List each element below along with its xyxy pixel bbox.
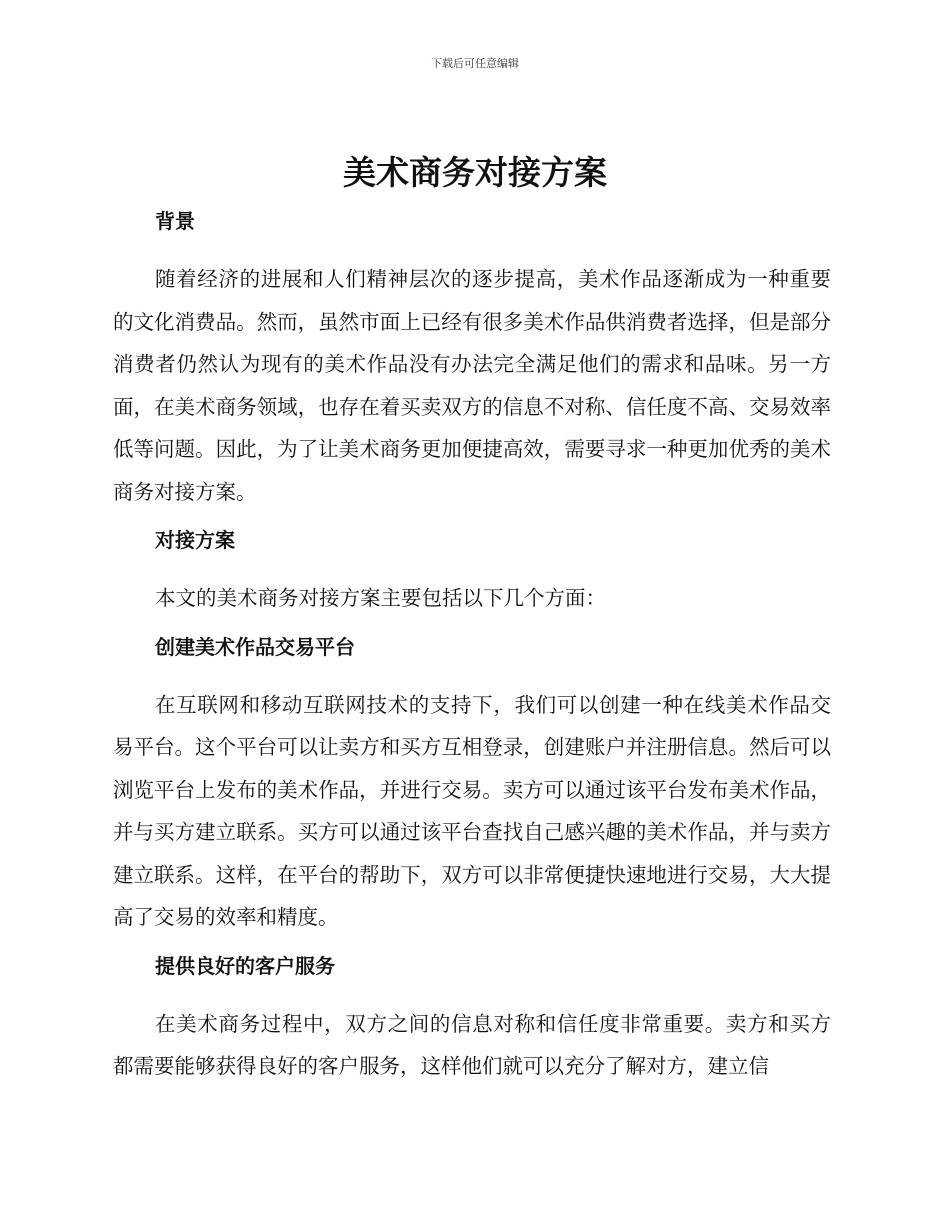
- section-trading-platform: [113, 632, 831, 951]
- document-title: 美术商务对接方案: [343, 153, 607, 192]
- section-background: [113, 206, 831, 525]
- page-header-note: 下载后可任意编辑: [431, 57, 519, 70]
- section-paragraph: 随着经济的进展和人们精神层次的逐步提高，美术作品逐渐成为一种重要的文化消费品。然而，虽然市面上已经有很多美术作品供消费者选择，但是部分消费者仍然认为现有的美术作品没有办法完全满足他们的需求和品味。另一方面，在美术商务领域，也存在着买卖双方的信息不对称、信任度不高、交易效率低等问题。因此，为了让美术商务更加便捷高效，需要寻求一种更加优秀的美术商务对接方案。: [113, 267, 831, 504]
- section-customer-service: [113, 951, 831, 1088]
- section-paragraph: 在互联网和移动互联网技术的支持下，我们可以创建一种在线美术作品交易平台。这个平台可以让卖方和买方互相登录，创建账户并注册信息。然后可以浏览平台上发布的美术作品，并进行交易。卖方可以通过该平台发布美术作品，并与买方建立联系。买方可以通过该平台查找自己感兴趣的美术作品，并与卖方建立联系。这样，在平台的帮助下，双方可以非常便捷快速地进行交易，大大提高了交易的效率和精度。: [113, 692, 831, 929]
- section-paragraph: 本文的美术商务对接方案主要包括以下几个方面：: [155, 586, 606, 610]
- section-heading: 对接方案: [155, 528, 235, 552]
- section-heading: 创建美术作品交易平台: [155, 634, 355, 659]
- section-docking-plan: [113, 525, 831, 632]
- section-heading: 提供良好的客户服务: [155, 953, 335, 978]
- document-body: [113, 206, 831, 1088]
- section-heading: 背景: [155, 209, 195, 233]
- section-paragraph: 在美术商务过程中，双方之间的信息对称和信任度非常重要。卖方和买方都需要能够获得良好的客户服务，这样他们就可以充分了解对方，建立信: [113, 1011, 831, 1078]
